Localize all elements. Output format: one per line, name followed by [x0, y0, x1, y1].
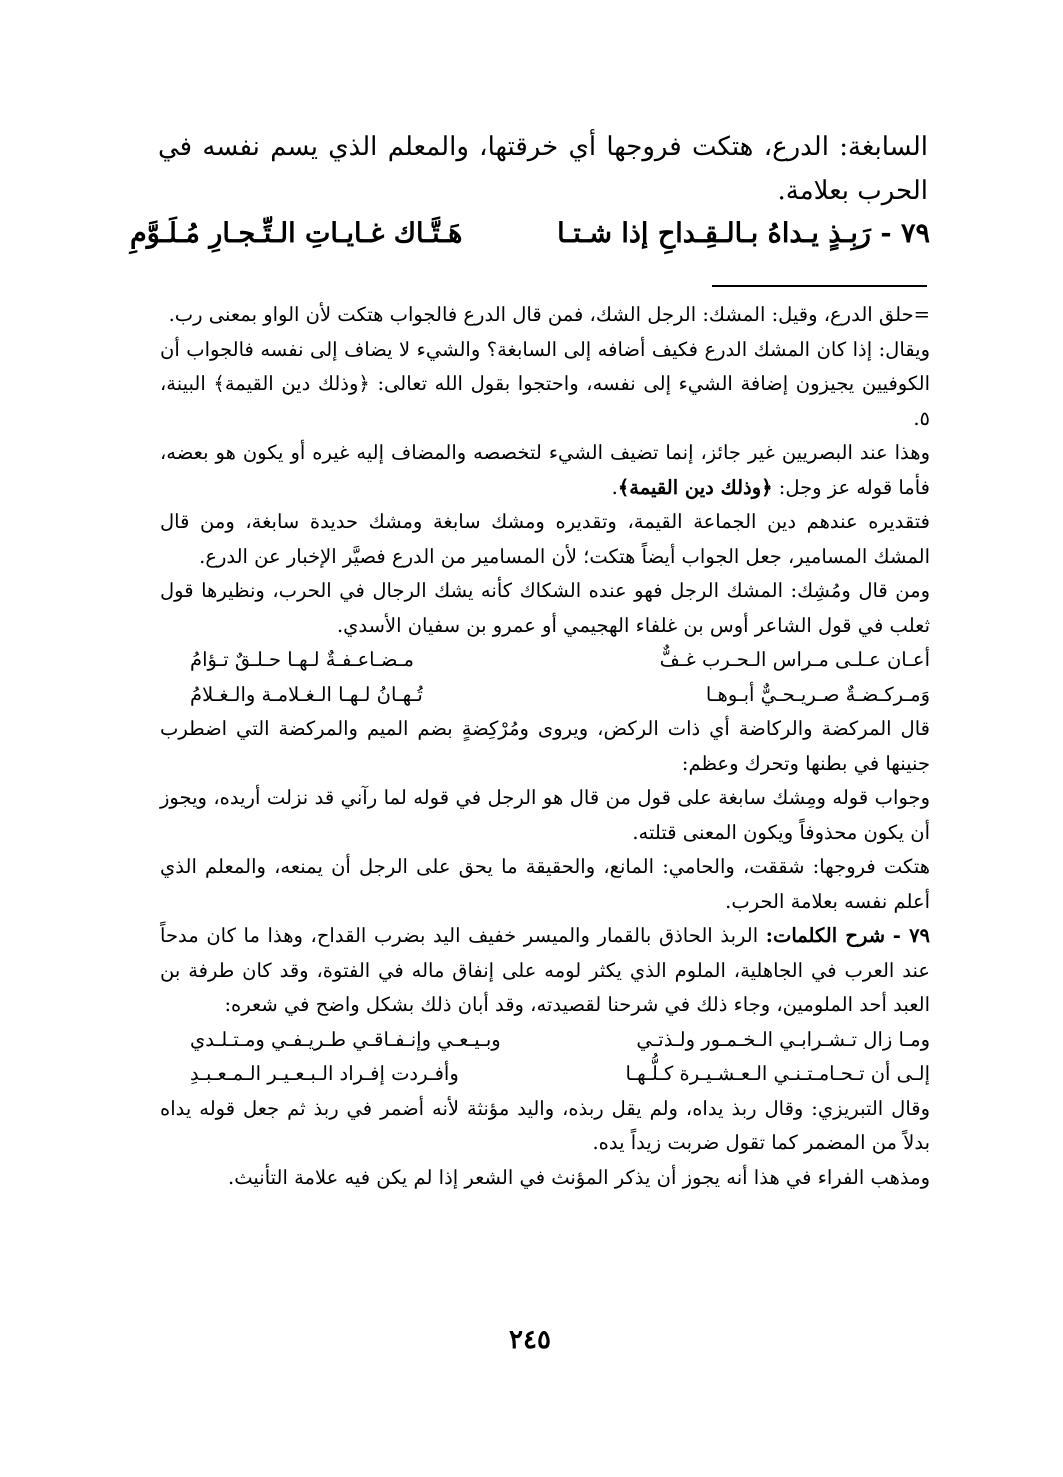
- poem-hemistich: أعـان عـلـى مـراس الـحـرب غـفٌّ: [659, 648, 930, 671]
- verse-first-text: رَبِـذٍ يـداهُ بـالـقِـداحِ إذا شـتـا: [557, 218, 871, 249]
- poem-hemistich: وبـيـعـي وإنـفـاقـي طـريـفـي ومـتـلـدي: [190, 1027, 501, 1051]
- note-paragraph: وجواب قوله ومِشك سابغة على قول من قال هو الرجل في قوله لما رآني قد نزلت أريده، ويجوز أن يكون محذوفاً ويكون المعنى قتلته.: [160, 786, 930, 844]
- poem-hemistich: إلـى أن تـحـامـتـنـي الـعـشـيـرة كـلُّـهـا: [625, 1062, 930, 1085]
- quran-quote: ﴿وذلك دين القيمة﴾: [617, 475, 773, 499]
- note-label: شرح الكلمات:: [765, 924, 886, 947]
- verse-number: ٧٩ -: [880, 218, 930, 249]
- main-text: [158, 125, 928, 213]
- poem-hemistich: وَمـركـضـةٌ صـريـحـيٌّ أبـوهـا: [705, 682, 930, 706]
- note-text: .: [611, 475, 618, 499]
- note-paragraph: ومذهب الفراء في هذا أنه يجوز أن يذكر المؤنث في الشعر إذا لم يكن فيه علامة التأنيث.: [228, 1165, 930, 1189]
- poem-hemistich: ومـا زال تـشـرابـي الـخـمـور ولـذتـي: [636, 1027, 930, 1051]
- poem-line: [160, 1057, 930, 1092]
- note-paragraph: [160, 919, 930, 1023]
- note-paragraph: قال المركضة والركاضة أي ذات الركض، ويروى ومُرْكِضةٍ بضم الميم والمركضة التي اضطرب جنينها في بطنها وتحرك وعظم:: [160, 717, 930, 775]
- page-number: ٢٤٥: [509, 1325, 551, 1355]
- note-paragraph: [160, 436, 930, 505]
- note-paragraph: =حلق الدرع، وقيل: المشك: الرجل الشك، فمن قال الدرع فالجواب هتكت لأن الواو بمعنى رب.: [168, 303, 930, 326]
- note-paragraph: فتقديره عندهم دين الجماعة القيمة، وتقديره ومشك سابغة ومشك حديدة سابغة، ومن قال المشك المسامير، جعل الجواب أيضاً هتكت؛ لأن المسامير من الدرع فصيَّر الإخبار عن الدرع.: [160, 510, 930, 568]
- poem-line: [160, 1023, 930, 1058]
- verse-first-hemistich: [557, 218, 930, 249]
- poem-hemistich: وأفـردت إفـراد الـبـعـيـر الـمـعـبـدِ: [190, 1062, 459, 1085]
- note-text: الربذ الحاذق بالقمار والميسر خفيف اليد بضرب القداح، وهذا ما كان مدحاً عند العرب في الجاهلية، الملوم الذي يكثر لومه على إنفاق ماله في الفتوة، وقد كان طرفة بن العبد أحد الملومين، وجاء ذلك في شرحنا لقصيدته، وقد أبان ذلك بشكل واضح في شعره:: [160, 924, 930, 1016]
- verse-line: [130, 218, 930, 249]
- footnotes: [160, 298, 930, 1195]
- note-paragraph: هتكت فروجها: شققت، والحامي: المانع، والحقيقة ما يحق على الرجل أن يمنعه، والمعلم الذي أعلم نفسه بعلامة الحرب.: [160, 855, 930, 913]
- poem-line: [160, 678, 930, 713]
- note-number: ٧٩ -: [892, 924, 931, 947]
- note-paragraph: ويقال: إذا كان المشك الدرع فكيف أضافه إلى السابغة؟ والشيء لا يضاف إلى نفسه فالجواب أن الكوفيين يجيزون إضافة الشيء إلى نفسه، واحتجوا بقول الله تعالى: ﴿وذلك دين القيمة﴾ البينة، ٥.: [160, 337, 930, 430]
- note-paragraph: ومن قال ومُشِك: المشك الرجل فهو عنده الشكاك كأنه يشك الرجال في الحرب، ونظيرها قول ثعلب في قول الشاعر أوس بن غلفاء الهجيمي أو عمرو بن سفيان الأسدي.: [160, 579, 930, 637]
- note-paragraph: وقال التبريزي: وقال ربذ يداه، ولم يقل ربذه، واليد مؤنثة لأنه أضمر في ربذ ثم جعل قوله يداه بدلاً من المضمر كما تقول ضربت زيداً يده.: [160, 1096, 930, 1154]
- poem-line: [160, 643, 930, 678]
- footnote-divider: [712, 285, 927, 287]
- verse-second-hemistich: هَـتَّـاك غـايـاتِ الـتِّـجـارِ مُـلَـوَّمِ: [130, 218, 463, 249]
- note-text: وهذا عند البصريين غير جائز، إنما تضيف الشيء لتخصصه والمضاف إليه غيره أو يكون هو بعضه، فأما قوله عز وجل:: [160, 441, 930, 499]
- main-paragraph: السابغة: الدرع، هتكت فروجها أي خرقتها، والمعلم الذي يسم نفسه في الحرب بعلامة.: [158, 132, 928, 206]
- poem-hemistich: مـضـاعـفـةٌ لـهـا حـلـقٌ تـؤامُ: [190, 648, 414, 671]
- poem-hemistich: تُـهـانُ لـهـا الـغـلامـة والـغـلامُ: [190, 682, 423, 706]
